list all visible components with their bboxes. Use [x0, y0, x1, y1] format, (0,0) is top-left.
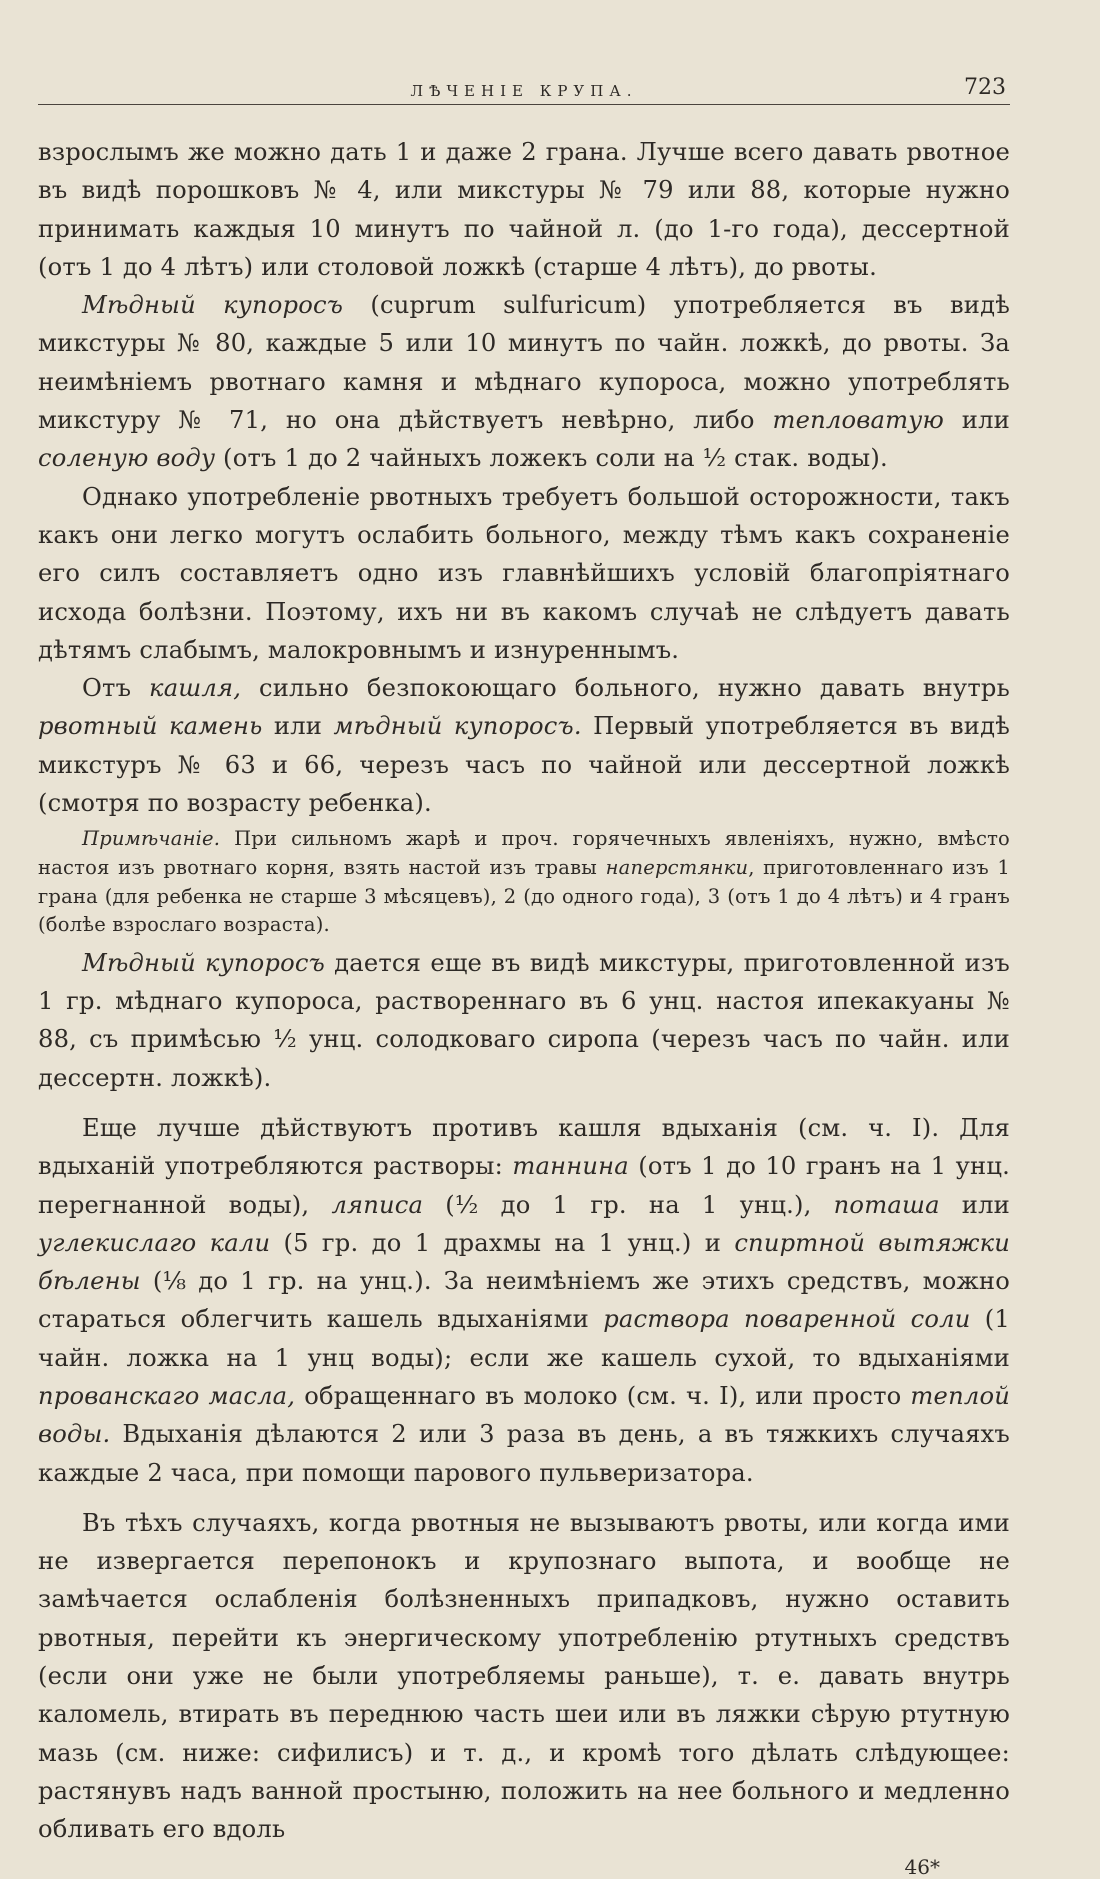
text-run: (отъ 1 до 10 гранъ на 1 унц. перегнанной воды), — [38, 1152, 1010, 1219]
italic-term: таннина — [512, 1152, 629, 1181]
text-run: Отъ — [82, 674, 150, 703]
paragraph-p6 — [38, 1109, 1010, 1492]
text-run: обращеннаго въ молоко (см. ч. I), или просто — [295, 1381, 911, 1410]
italic-term: Мѣдный купоросъ — [82, 291, 344, 320]
running-header — [38, 70, 1010, 105]
running-title: ЛѢЧЕНІЕ КРУПА. — [410, 82, 638, 100]
italic-term: поташа — [833, 1190, 940, 1219]
paragraph-p5 — [38, 944, 1010, 1097]
text-run: Однако употребленіе рвотныхъ требуетъ большой осторожности, такъ какъ они легко могутъ ослабить больного, между тѣмъ какъ сохраненіе его силъ составляетъ одно изъ главнѣйшихъ условій благопріятнаго исхода болѣзни. Поэтому, ихъ ни въ какомъ случаѣ не слѣдуетъ давать дѣтямъ слабымъ, малокровнымъ и изнуреннымъ. — [38, 482, 1010, 664]
book-page — [38, 70, 1010, 1879]
text-run: сильно безпокоющаго больного, нужно давать внутрь — [241, 674, 1010, 703]
italic-term: соленую воду — [38, 444, 216, 473]
italic-term: кашля, — [149, 674, 242, 703]
italic-term: теплой воды. — [38, 1381, 1010, 1449]
text-run: дается еще въ видѣ микстуры, приготовленной изъ 1 гр. мѣднаго купороса, раствореннаго въ 6 унц. настоя ипекакуаны № 88, съ примѣсью ½ унц. солодковаго сиропа (черезъ часъ по чайн. или дессертн. ложкѣ). — [38, 948, 1010, 1092]
text-run: (⅛ до 1 гр. на унц.). За неимѣніемъ же этихъ средствъ, можно стараться облегчить кашель вдыханіями — [38, 1267, 1010, 1334]
italic-term: рвотный камень — [38, 712, 263, 741]
italic-term: Примѣчаніе. — [82, 827, 221, 851]
text-run: (½ до 1 гр. на 1 унц.), — [423, 1190, 834, 1219]
text-run: или — [262, 712, 334, 741]
text-run: (отъ 1 до 2 чайныхъ ложекъ соли на ½ стак. воды). — [215, 444, 888, 473]
italic-term: мѣдный купоросъ. — [333, 712, 582, 741]
paragraph-p4 — [38, 669, 1010, 822]
text-run: или — [939, 1190, 1010, 1219]
italic-term: наперстянки — [605, 855, 749, 879]
text-run: Первый употребляется въ видѣ микстуръ № 63 и 66, черезъ часъ по чайной или дессертной ложкѣ (смотря по возрасту ребенка). — [38, 712, 1011, 818]
paragraph-p2 — [38, 286, 1010, 477]
italic-term: раствора поваренной соли — [603, 1305, 971, 1334]
paragraph-group-2 — [38, 944, 1010, 1849]
italic-term: тепловатую — [772, 406, 945, 435]
text-run: (1 чайн. ложка на 1 унц воды); если же кашель сухой, то вдыханіями — [38, 1305, 1011, 1372]
page-number: 723 — [964, 75, 1006, 100]
text-run: Въ тѣхъ случаяхъ, когда рвотныя не вызываютъ рвоты, или когда ими не извергается перепонокъ и крупознаго выпота, и вообще не замѣчается ослабленія болѣзненныхъ припадковъ, нужно оставить рвотныя, перейти къ энергическому употребленію ртутныхъ средствъ (если они уже не были употребляемы раньше), т. е. давать внутрь каломель, втирать въ переднюю часть шеи или въ ляжки сѣрую ртутную мазь (см. ниже: сифилисъ) и т. д., и кромѣ того дѣлать слѣдующее: растянувъ надъ ванной простыню, положить на нее больного и медленно обливать его вдоль — [38, 1508, 1010, 1844]
paragraph-group-1 — [38, 133, 1010, 822]
text-run: (cuprum sulfuricum) употребляется въ видѣ микстуры № 80, каждые 5 или 10 минутъ по чайн. ложкѣ, до рвоты. За неимѣніемъ рвотнаго камня и мѣднаго купороса, можно употреблять микстуру № 71, но она дѣйствуетъ невѣрно, либо — [38, 291, 1011, 435]
italic-term: прованскаго масла, — [38, 1381, 296, 1410]
text-run: Еще лучше дѣйствуютъ противъ кашля вдыханія (см. ч. I). Для вдыханій употребляются растворы: — [38, 1113, 1010, 1181]
text-run: Вдыханія дѣлаются 2 или 3 раза въ день, а въ тяжкихъ случаяхъ каждые 2 часа, при помощи парового пульверизатора. — [38, 1420, 1010, 1487]
italic-term: углекислаго кали — [38, 1228, 271, 1257]
text-run: (5 гр. до 1 драхмы на 1 унц.) и — [270, 1228, 735, 1257]
signature-mark: 46* — [904, 1854, 940, 1879]
text-run: или — [944, 406, 1010, 435]
text-run: , приготовленнаго изъ 1 грана (для ребенка не старше 3 мѣсяцевъ), 2 (до одного года), 3 (отъ 1 до 4 лѣтъ) и 4 гранъ (болѣе взрослаго возраста). — [38, 855, 1010, 937]
paragraph-p3 — [38, 478, 1010, 669]
text-run: При сильномъ жарѣ и проч. горячечныхъ явленіяхъ, нужно, вмѣсто настоя изъ рвотнаго корня, взять настой изъ травы — [38, 827, 1010, 879]
italic-term: спиртной вытяжки бѣлены — [38, 1228, 1010, 1296]
body-text — [38, 133, 1010, 1849]
paragraph-p1 — [38, 133, 1010, 286]
footnote-remark — [38, 825, 1010, 939]
italic-term: ляписа — [331, 1190, 424, 1219]
paragraph-p7 — [38, 1504, 1010, 1849]
text-run: взрослымъ же можно дать 1 и даже 2 грана. Лучше всего давать рвотное въ видѣ порошковъ № 4, или микстуры № 79 или 88, которые нужно принимать каждыя 10 минутъ по чайной л. (до 1-го года), дессертной (отъ 1 до 4 лѣтъ) или столовой ложкѣ (старше 4 лѣтъ), до рвоты. — [38, 138, 1010, 281]
italic-term: Мѣдный купоросъ — [82, 948, 325, 977]
